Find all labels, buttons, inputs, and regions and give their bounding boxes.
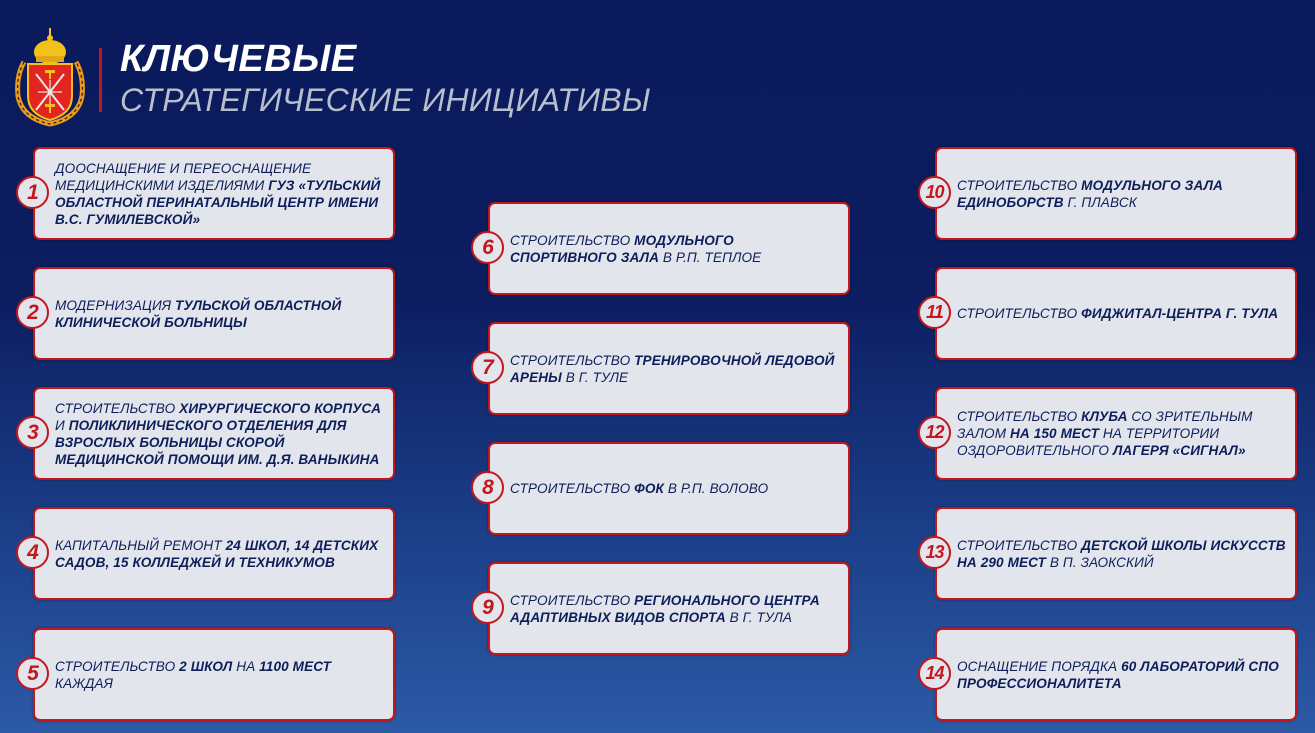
- initiative-text: [957, 537, 1289, 571]
- initiative-text-regular: СТРОИТЕЛЬСТВО: [957, 409, 1082, 424]
- page-title: КЛЮЧЕВЫЕ: [120, 38, 357, 80]
- initiative-text-regular: СТРОИТЕЛЬСТВО: [510, 592, 635, 608]
- initiative-text-regular: СО ЗРИТЕЛЬНЫМ ЗАЛОМ: [957, 409, 1253, 441]
- initiative-number-badge: 10: [918, 176, 951, 209]
- initiative-text-regular: В Г. ТУЛЕ: [561, 369, 629, 385]
- initiative-number-badge: 13: [918, 536, 951, 569]
- initiative-text-bold: ТРЕНИРОВОЧНОЙ ЛЕДОВОЙ АРЕНЫ: [510, 352, 835, 385]
- initiative-text: [55, 297, 387, 331]
- initiative-text-bold: МОДУЛЬНОГО СПОРТИВНОГО ЗАЛА: [510, 232, 734, 265]
- initiative-number-badge: 1: [16, 176, 49, 209]
- initiative-card: [33, 267, 395, 360]
- initiative-text-regular: СТРОИТЕЛЬСТВО: [957, 537, 1082, 553]
- initiative-card: [935, 267, 1297, 360]
- title-divider: [99, 48, 102, 112]
- initiative-card: [935, 147, 1297, 240]
- initiative-number-badge: 14: [918, 657, 951, 690]
- initiative-card: [935, 628, 1297, 721]
- initiative-card: [488, 202, 850, 295]
- initiative-card: [33, 387, 395, 480]
- initiative-text-regular: СТРОИТЕЛЬСТВО: [957, 306, 1082, 321]
- initiative-text-regular: СТРОИТЕЛЬСТВО: [55, 400, 180, 416]
- initiative-text-regular: ДООСНАЩЕНИЕ И ПЕРЕОСНАЩЕНИЕ МЕДИЦИНСКИМИ ИЗДЕЛИЯМИ: [55, 160, 312, 193]
- initiative-card: [488, 562, 850, 655]
- initiative-text-regular: МОДЕРНИЗАЦИЯ: [55, 297, 176, 313]
- initiative-text-bold: НА 150 МЕСТ: [1010, 426, 1099, 441]
- initiative-text-bold: ДЕТСКОЙ ШКОЛЫ ИСКУССТВ НА 290 МЕСТ: [957, 537, 1286, 570]
- initiative-text-regular: Г. ПЛАВСК: [1063, 194, 1137, 210]
- initiative-text: [510, 232, 842, 266]
- initiative-text: [55, 400, 387, 468]
- initiative-text-regular: НА: [232, 658, 260, 674]
- initiative-text-bold: ТУЛЬСКОЙ ОБЛАСТНОЙ КЛИНИЧЕСКОЙ БОЛЬНИЦЫ: [55, 297, 342, 330]
- initiative-text-bold: МОДУЛЬНОГО ЗАЛА ЕДИНОБОРСТВ: [957, 177, 1223, 210]
- initiative-number-badge: 2: [16, 296, 49, 329]
- initiative-number-badge: 11: [918, 296, 951, 329]
- initiative-text-regular: ОСНАЩЕНИЕ ПОРЯДКА: [957, 658, 1122, 674]
- tula-coat-of-arms-icon: [14, 26, 86, 128]
- initiative-text-regular: СТРОИТЕЛЬСТВО: [510, 232, 635, 248]
- initiative-text-regular: СТРОИТЕЛЬСТВО: [55, 658, 180, 674]
- initiative-card: [33, 507, 395, 600]
- initiative-text-regular: СТРОИТЕЛЬСТВО: [510, 481, 635, 496]
- initiative-text-regular: СТРОИТЕЛЬСТВО: [957, 177, 1082, 193]
- initiative-card: [33, 628, 395, 721]
- initiative-text-bold: РЕГИОНАЛЬНОГО ЦЕНТРА АДАПТИВНЫХ ВИДОВ СПОРТА: [510, 592, 820, 625]
- initiative-text: [510, 352, 842, 386]
- initiative-text-regular: КАПИТАЛЬНЫЙ РЕМОНТ: [55, 537, 226, 553]
- initiative-number-badge: 12: [918, 416, 951, 449]
- initiative-text-bold: ФОК: [634, 481, 665, 496]
- initiative-number-badge: 9: [471, 591, 504, 624]
- initiative-card: [488, 322, 850, 415]
- initiative-text-regular: В Г. ТУЛА: [725, 609, 793, 625]
- initiative-number-badge: 6: [471, 231, 504, 264]
- initiative-text-bold: 2 ШКОЛ: [179, 658, 233, 674]
- initiative-text-bold: ЛАГЕРЯ «СИГНАЛ»: [1112, 443, 1246, 458]
- initiative-text-regular: СТРОИТЕЛЬСТВО: [510, 352, 635, 368]
- initiative-text-bold: ХИРУРГИЧЕСКОГО КОРПУСА: [179, 400, 382, 416]
- initiative-number-badge: 8: [471, 471, 504, 504]
- initiative-text-regular: И: [55, 417, 69, 433]
- initiative-text: [957, 408, 1289, 459]
- initiative-text-bold: ПОЛИКЛИНИЧЕСКОГО ОТДЕЛЕНИЯ ДЛЯ ВЗРОСЛЫХ БОЛЬНИЦЫ СКОРОЙ МЕДИЦИНСКОЙ ПОМОЩИ ИМ. Д.Я. ВАНЫКИНА: [55, 417, 380, 467]
- initiative-card: [935, 507, 1297, 600]
- initiative-card: [33, 147, 395, 240]
- initiative-text: [957, 658, 1289, 692]
- initiative-text-bold: ГУЗ «ТУЛЬСКИЙ ОБЛАСТНОЙ ПЕРИНАТАЛЬНЫЙ ЦЕНТР ИМЕНИ В.С. ГУМИЛЕВСКОЙ»: [55, 177, 381, 227]
- initiative-text-bold: 24 ШКОЛ, 14 ДЕТСКИХ САДОВ, 15 КОЛЛЕДЖЕЙ И ТЕХНИКУМОВ: [55, 537, 379, 570]
- initiative-text-bold: ФИДЖИТАЛ-ЦЕНТРА Г. ТУЛА: [1081, 306, 1279, 321]
- page-subtitle: СТРАТЕГИЧЕСКИЕ ИНИЦИАТИВЫ: [120, 82, 651, 118]
- initiative-text-regular: В Р.П. ВОЛОВО: [664, 481, 769, 496]
- initiative-text: [957, 305, 1278, 322]
- initiative-number-badge: 7: [471, 351, 504, 384]
- initiative-number-badge: 3: [16, 416, 49, 449]
- initiative-text-regular: КАЖДАЯ: [55, 675, 114, 691]
- initiative-text: [957, 177, 1289, 211]
- initiative-text-regular: В Р.П. ТЕПЛОЕ: [659, 249, 762, 265]
- initiative-number-badge: 4: [16, 536, 49, 569]
- initiative-text-bold: КЛУБА: [1081, 409, 1128, 424]
- initiative-text: [55, 537, 387, 571]
- initiative-text-regular: В П. ЗАОКСКИЙ: [1045, 554, 1154, 570]
- initiative-text: [55, 658, 387, 692]
- initiative-number-badge: 5: [16, 657, 49, 690]
- initiative-card: [935, 387, 1297, 480]
- initiative-text: [510, 480, 768, 497]
- initiative-text-bold: 1100 МЕСТ: [259, 658, 332, 674]
- initiative-text: [510, 592, 842, 626]
- initiative-card: [488, 442, 850, 535]
- initiative-text-regular: НА ТЕРРИТОРИИ ОЗДОРОВИТЕЛЬНОГО: [957, 426, 1220, 458]
- initiative-text-bold: 60 ЛАБОРАТОРИЙ СПО ПРОФЕССИОНАЛИТЕТА: [957, 658, 1279, 691]
- initiative-text: [55, 160, 387, 228]
